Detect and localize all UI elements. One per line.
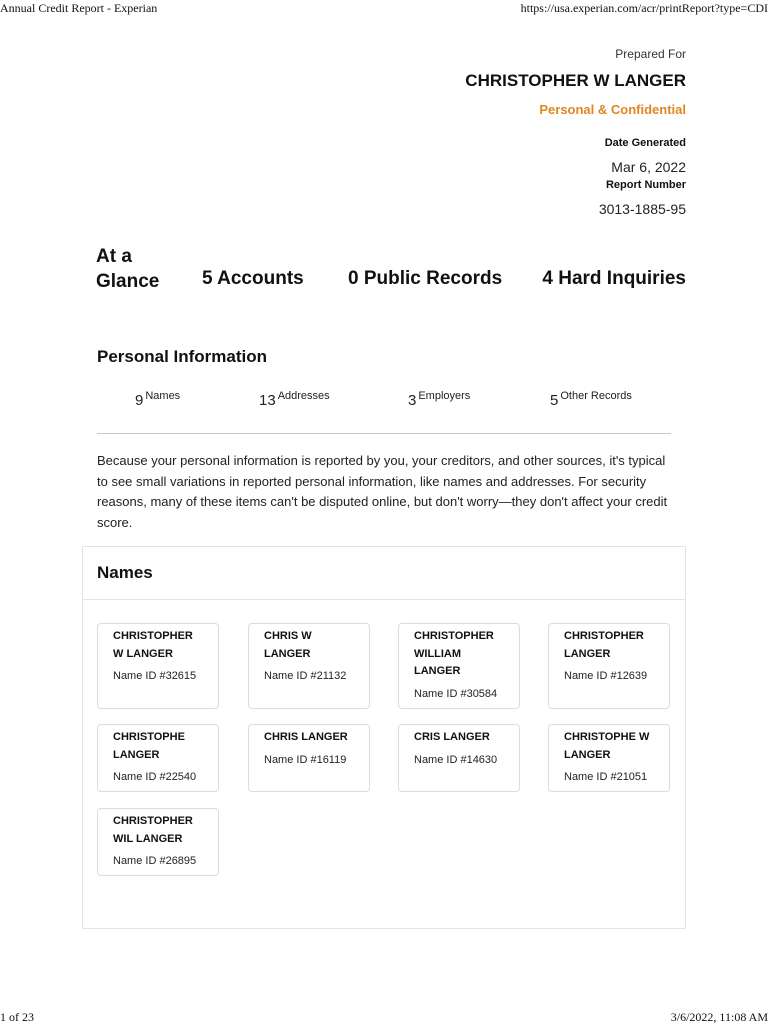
name-card[interactable]	[398, 623, 520, 709]
names-title: Names	[97, 563, 153, 582]
name-value: CHRIS W LANGER	[264, 630, 312, 660]
name-value: CHRISTOPHER WILLIAM LANGER	[414, 630, 494, 677]
name-id: Name ID #26895	[113, 855, 197, 867]
name-value: CHRISTOPHE W LANGER	[564, 731, 650, 761]
name-id: Name ID #21132	[264, 670, 347, 682]
section-divider	[97, 433, 671, 434]
count-number: 3	[408, 392, 417, 409]
name-value: CHRISTOPHER W LANGER	[113, 630, 193, 660]
document-title: Annual Credit Report - Experian	[0, 1, 158, 15]
name-card[interactable]	[97, 724, 219, 792]
hard-inquiries-count[interactable]: 4 Hard Inquiries	[542, 268, 686, 289]
name-card[interactable]	[248, 623, 370, 709]
name-value: CHRISTOPHER LANGER	[564, 630, 644, 660]
document-url[interactable]: https://usa.experian.com/acr/printReport?type=CDI	[520, 1, 768, 15]
report-number-label: Report Number	[605, 179, 686, 191]
name-card[interactable]	[548, 724, 670, 792]
print-header	[0, 0, 768, 18]
count-label: Addresses	[277, 390, 330, 402]
names-panel-header	[83, 547, 685, 600]
count-number: 13	[259, 392, 276, 409]
count-label: Employers	[418, 390, 471, 402]
date-generated-value: Mar 6, 2022	[611, 159, 686, 175]
count-number: 9	[135, 392, 144, 409]
names-count[interactable]	[135, 388, 180, 409]
name-id: Name ID #32615	[113, 670, 197, 682]
count-label: Names	[145, 390, 181, 402]
name-id: Name ID #30584	[414, 687, 498, 700]
prepared-for-label: Prepared For	[615, 47, 686, 61]
page-indicator: 1 of 23	[0, 1010, 34, 1024]
personal-information-title: Personal Information	[97, 347, 268, 366]
name-id: Name ID #16119	[264, 753, 347, 766]
report-number-value: 3013-1885-95	[598, 201, 686, 217]
addresses-count[interactable]	[259, 388, 330, 409]
confidential-label: Personal & Confidential	[539, 102, 686, 117]
names-panel	[82, 546, 686, 929]
count-number: 5	[550, 392, 559, 409]
name-id: Name ID #14630	[414, 753, 498, 766]
name-id: Name ID #21051	[564, 771, 648, 783]
name-card[interactable]	[548, 623, 670, 709]
name-value: CHRISTOPHER WIL LANGER	[113, 815, 193, 845]
date-generated-label: Date Generated	[604, 137, 686, 149]
name-card[interactable]	[97, 808, 219, 876]
employers-count[interactable]	[408, 388, 470, 409]
count-label: Other Records	[560, 390, 632, 402]
name-value: CRIS LANGER	[414, 731, 490, 743]
other-records-count[interactable]	[550, 388, 632, 409]
name-id: Name ID #22540	[113, 771, 197, 783]
name-value: CHRISTOPHE LANGER	[113, 731, 185, 761]
name-card[interactable]	[398, 724, 520, 792]
customer-name: CHRISTOPHER W LANGER	[465, 71, 686, 90]
name-card[interactable]	[97, 623, 219, 709]
accounts-count[interactable]: 5 Accounts	[202, 268, 304, 289]
name-value: CHRIS LANGER	[264, 731, 348, 743]
print-datetime: 3/6/2022, 11:08 AM	[670, 1010, 768, 1024]
personal-info-description: Because your personal information is reported by you, your creditors, and other sources, it's typical to see small variations in reported personal information, like names and addresses. For security reasons, many of these items can't be disputed online, but don't worry—they don't affect your credit score.	[97, 453, 668, 530]
public-records-count[interactable]: 0 Public Records	[348, 268, 503, 289]
name-id: Name ID #12639	[564, 670, 648, 682]
name-card[interactable]	[248, 724, 370, 792]
at-a-glance-title: At a Glance	[96, 246, 160, 292]
print-footer	[0, 1010, 768, 1024]
